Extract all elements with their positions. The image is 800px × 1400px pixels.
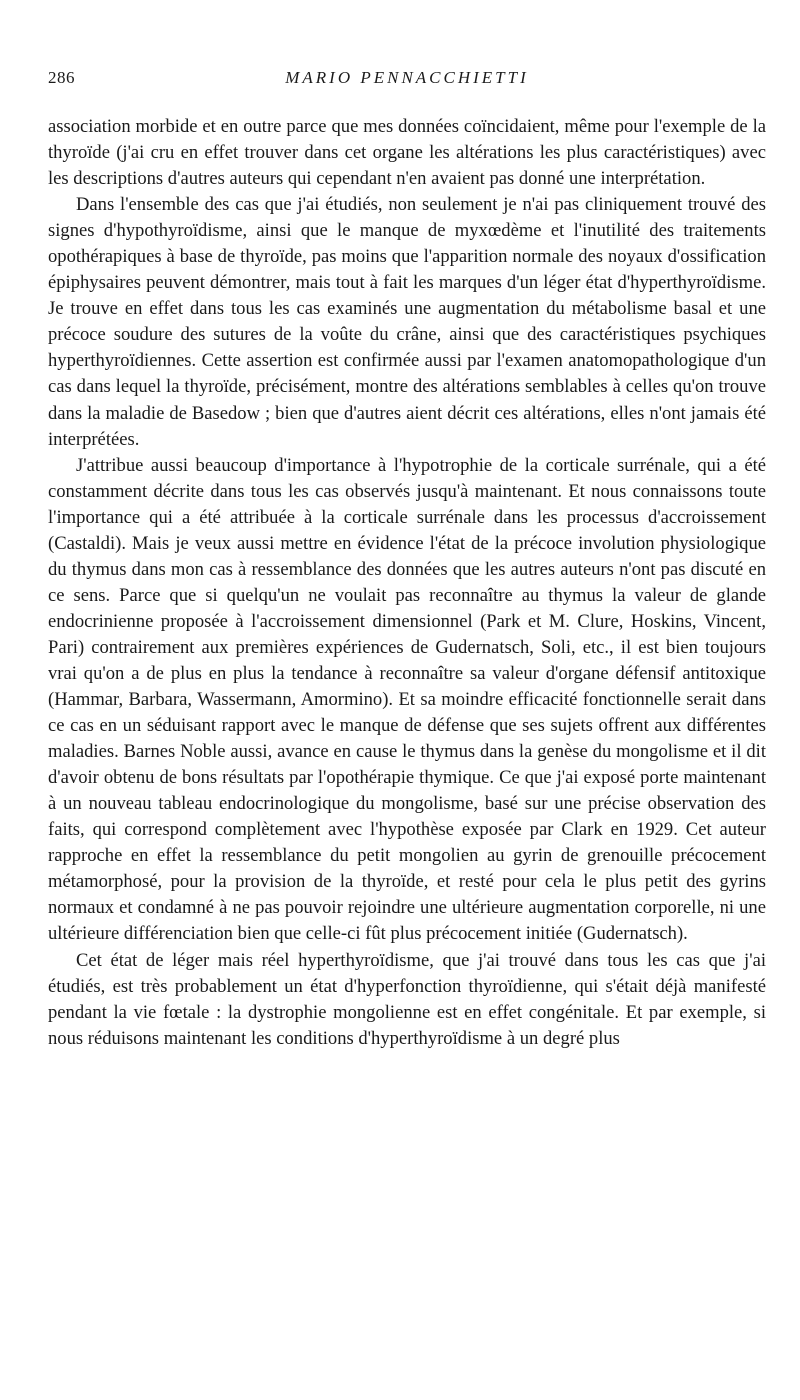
page-number: 286 <box>48 68 75 87</box>
paragraph-hypothyroidism: Dans l'ensemble des cas que j'ai étudiés, non seulement je n'ai pas cliniquement trouvé des signes d'hypothyroïdisme, ainsi que le manque de myxœdème et l'inutilité des traitements opothérapiques à base de thyroïde, pas moins que l'apparition normale des noyaux d'ossification épiphysaires peuvent démontrer, mais tout à fait les marques d'un léger état d'hyperthyroïdisme. Je trouve en effet dans tous les cas examinés une augmentation du métabolisme basal et une précoce soudure des sutures de la voûte du crâne, ainsi que des caractéristiques psychiques hyperthyroïdiennes. Cette assertion est confirmée aussi par l'examen anatomopathologique d'un cas dans lequel la thyroïde, précisément, montre des altérations semblables à celles qu'on trouve dans la maladie de Basedow ; bien que d'autres aient décrit ces altérations, elles n'ont jamais été interprétées. <box>48 194 766 450</box>
body-text <box>48 114 766 1052</box>
paragraph-adrenal-thymus: J'attribue aussi beaucoup d'importance à l'hypotrophie de la corticale surrénale, qui a été constamment décrite dans tous les cas observés jusqu'à maintenant. Et nous connaissons toute l'importance qui a été attribuée à la corticale surrénale dans les processus d'accroissement (Castaldi). Mais je veux aussi mettre en évidence l'état de la précoce involution physiologique du thymus dans mon cas à ressemblance des données que les autres auteurs n'ont pas discuté en ce sens. Parce que si quelqu'un ne voulait pas reconnaître au thymus la valeur de glande endocrinienne proposée à l'accroissement dimensionnel (Park et M. Clure, Hoskins, Vincent, Pari) contrairement aux premières expériences de Gudernatsch, Soli, etc., il est bien toujours vrai qu'on a de plus en plus la tendance à reconnaître sa valeur d'organe défensif antitoxique (Hammar, Barbara, Wassermann, Amormino). Et sa moindre efficacité fonctionnelle serait dans ce cas en un séduisant rapport avec le manque de défense que ses sujets offrent aux différentes maladies. Barnes Noble aussi, avance en cause le thymus dans la genèse du mongolisme et il dit d'avoir obtenu de bons résultats par l'opothérapie thymique. Ce que j'ai exposé porte maintenant à un nouveau tableau endocrinologique du mongolisme, basé sur une précise observation des faits, qui correspond complètement avec l'hypothèse exposée par Clark en 1929. Cet auteur rapproche en effet la ressemblance du petit mongolien au gyrin de grenouille précocement métamorphosé, pour la provision de la thyroïde, et resté pour cela le plus petit des gyrins normaux et condamné à ne pas pouvoir rejoindre une ultérieure augmentation corporelle, ni une ultérieure différenciation bien que celle-ci fût plus précocement initiée (Gudernatsch). <box>48 454 766 945</box>
running-title: MARIO PENNACCHIETTI <box>285 68 529 87</box>
paragraph-hyperthyroidism: Cet état de léger mais réel hyperthyroïdisme, que j'ai trouvé dans tous les cas que j'ai étudiés, est très probablement un état d'hyperfonction thyroïdienne, qui s'était déjà manifesté pendant la vie fœtale : la dystrophie mongolienne est en effet congénitale. Et par exemple, si nous réduisons maintenant les conditions d'hyperthyroïdisme à un degré plus <box>48 949 766 1049</box>
paragraph-continuation: association morbide et en outre parce que mes données coïncidaient, même pour l'exemple de la thyroïde (j'ai cru en effet trouver dans cet organe les altérations les plus caractéristiques) avec les descriptions d'autres auteurs qui cependant n'en avaient pas donné une interprétation. <box>48 116 766 190</box>
book-page <box>48 68 766 1052</box>
running-head <box>48 68 766 98</box>
